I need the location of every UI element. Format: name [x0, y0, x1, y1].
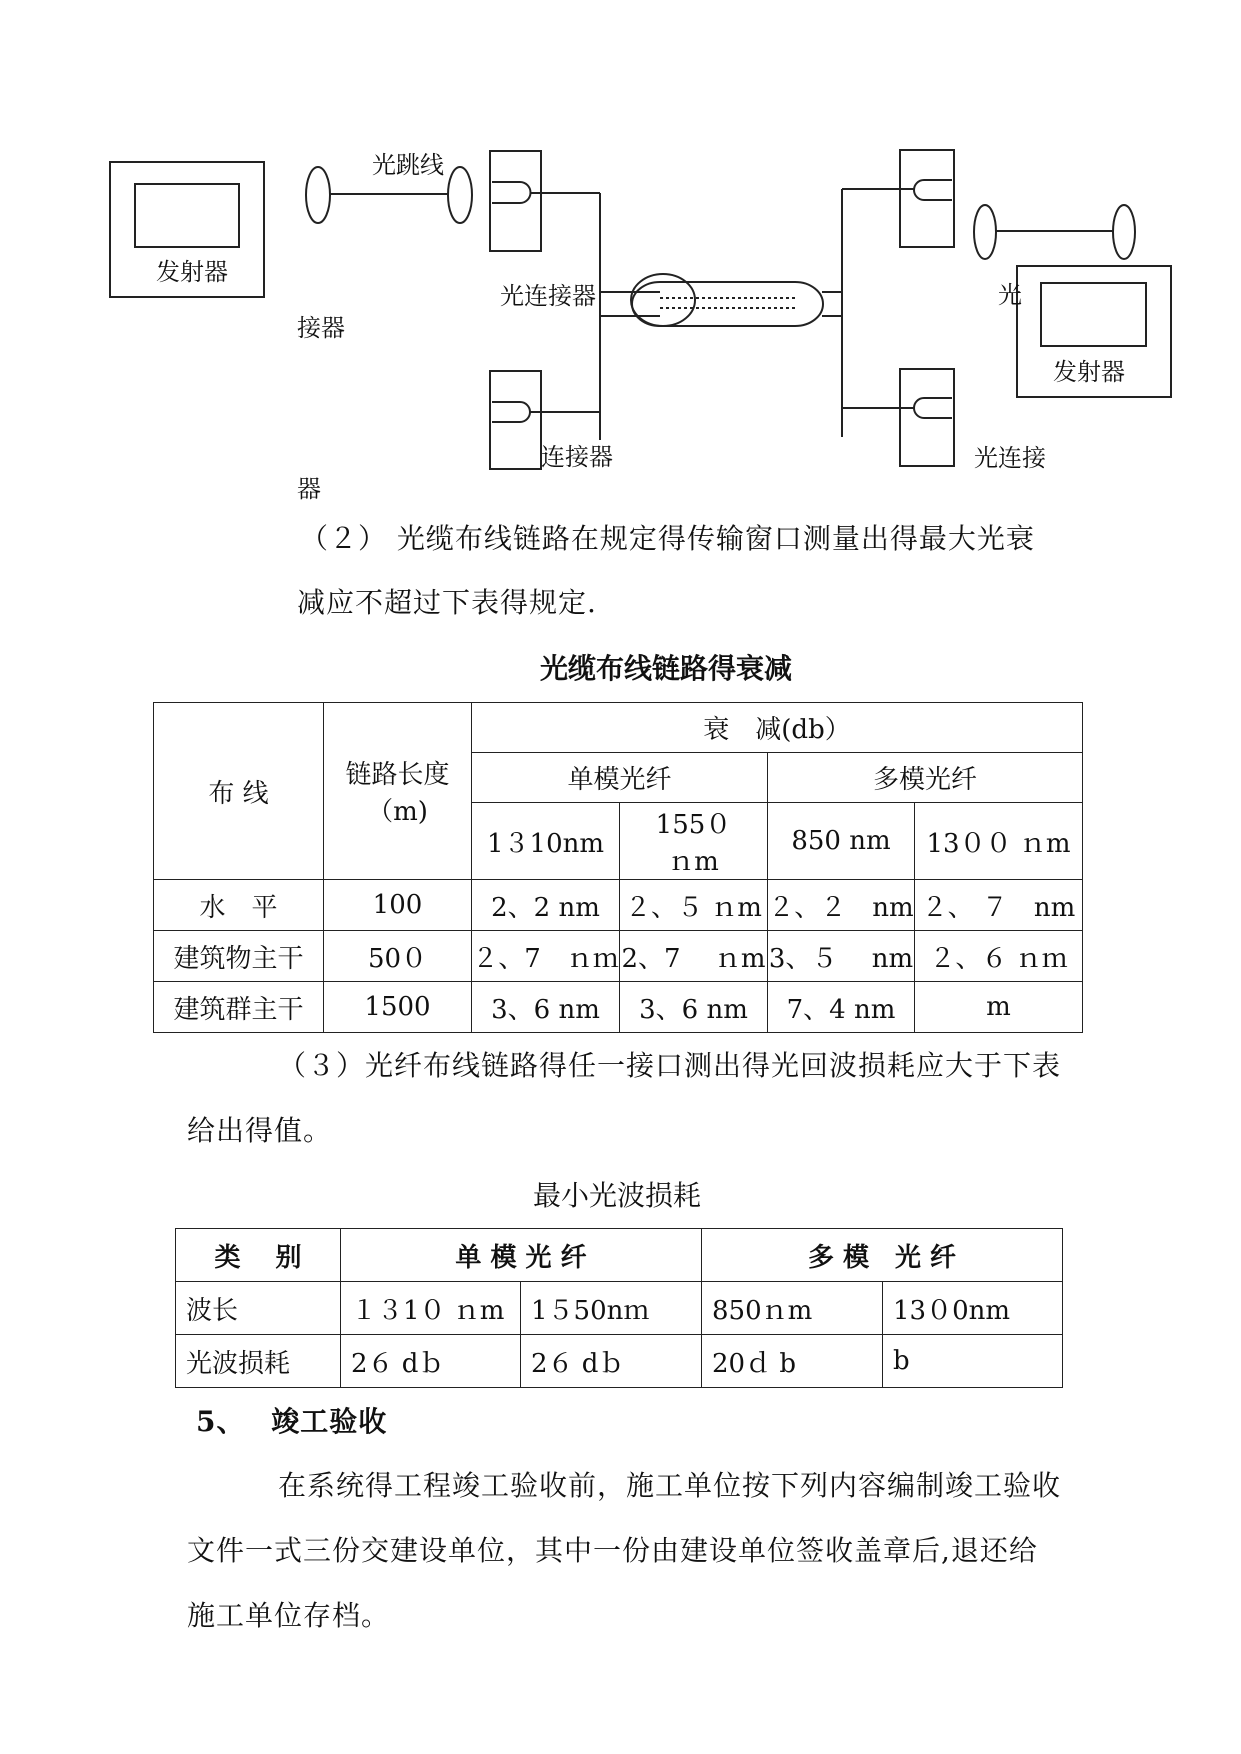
table-cell: 3、6 nm [620, 982, 768, 1033]
table-cell: ２、 ７ nm [915, 880, 1083, 931]
table-cell: 光波损耗 [176, 1335, 341, 1388]
header-wavelength-top: 155０ [655, 810, 732, 840]
table-row [154, 931, 1083, 982]
patch-cord-end-left [306, 167, 330, 223]
header-length [324, 703, 472, 880]
transmitter-right-label: 发射器 [1053, 358, 1125, 386]
table-row [154, 880, 1083, 931]
table-cell: 2６ dｂ [521, 1335, 702, 1388]
table-cell: 50０ [324, 931, 472, 982]
return-loss-table [175, 1228, 1063, 1388]
table-cell: 3、6 nm [472, 982, 620, 1033]
patch-cord-end-right [448, 167, 472, 223]
table-cell: ２、7 ｎｍ [472, 931, 620, 982]
attenuation-table [153, 702, 1083, 1033]
header-wavelength: 1３10nm [472, 803, 620, 880]
header-multi-mode: 多 模 光 纤 [702, 1229, 1063, 1282]
table-cell: 850ｎm [702, 1282, 883, 1335]
fiber-test-diagram [0, 0, 1241, 503]
paragraph-line: （３）光纤布线链路得任一接口测出得光回波损耗应大于下表 [278, 1049, 1062, 1082]
table-row [176, 1335, 1063, 1388]
table-cell: 100 [324, 880, 472, 931]
table-cell: 2６ dｂ [341, 1335, 521, 1388]
fiber-cable [632, 282, 823, 326]
connector-upper-left [490, 151, 541, 251]
table-cell: ２、６ ｎｍ [915, 931, 1083, 982]
table-cell: 7、4 nm [768, 982, 915, 1033]
table1-title: 光缆布线链路得衰减 [540, 652, 793, 685]
table-cell: 1500 [324, 982, 472, 1033]
transmitter-left-label: 发射器 [156, 258, 228, 286]
paragraph-line: 给出得值。 [187, 1114, 333, 1147]
header-type: 类 别 [176, 1229, 341, 1282]
table2-title: 最小光波损耗 [533, 1179, 702, 1212]
diagram-lines [0, 0, 1241, 503]
patch-cord-label: 光跳线 [372, 151, 444, 179]
table-cell: m [915, 982, 1083, 1033]
table-cell: １３1０ ｎm [341, 1282, 521, 1335]
transmitter-right-screen [1041, 283, 1146, 346]
fragment-label: 接器 [297, 314, 345, 342]
connector-lower-left [490, 371, 541, 469]
table-cell: 1５50nｍ [521, 1282, 702, 1335]
connector-label: 光连接器 [500, 282, 596, 310]
paragraph-line: （２） 光缆布线链路在规定得传输窗口测量出得最大光衰 [300, 522, 1035, 555]
header-wavelength: 850 nm [768, 803, 915, 880]
header-wiring: 布 线 [154, 703, 324, 880]
table-cell: 13０0nm [883, 1282, 1063, 1335]
table-cell: 建筑群主干 [154, 982, 324, 1033]
header-wavelength [620, 803, 768, 880]
table-cell: 波长 [176, 1282, 341, 1335]
header-length-text: 链路长度 [345, 760, 450, 790]
fragment-label: 连接器 [541, 443, 613, 471]
table-cell: ２、５ ｎm [620, 880, 768, 931]
paragraph-line: 施工单位存档。 [187, 1599, 391, 1632]
fragment-label: 光连接 [974, 444, 1046, 472]
fragment-label: 器 [297, 475, 321, 503]
header-length-unit: （m) [367, 797, 428, 827]
header-wavelength-bottom: ｎm [668, 847, 719, 877]
table-cell: 20ｄ b [702, 1335, 883, 1388]
table-cell: 水 平 [154, 880, 324, 931]
table-row [154, 982, 1083, 1033]
table-cell: b [883, 1335, 1063, 1388]
table-cell: 3、５ nm [768, 931, 915, 982]
paragraph-line: 文件一式三份交建设单位，其中一份由建设单位签收盖章后,退还给 [187, 1534, 1038, 1567]
table-cell: ２、２ nm [768, 880, 915, 931]
header-multi-mode: 多模光纤 [768, 753, 1083, 803]
section-heading: 5、 竣工验收 [196, 1405, 388, 1438]
paragraph-line: 减应不超过下表得规定. [297, 586, 597, 619]
header-single-mode: 单模光纤 [472, 753, 768, 803]
table-cell: 2、7 ｎm [620, 931, 768, 982]
table-cell: 2、2 nm [472, 880, 620, 931]
transmitter-left-screen [135, 184, 239, 247]
header-attenuation: 衰 减(db） [472, 703, 1083, 753]
table-cell: 建筑物主干 [154, 931, 324, 982]
paragraph-line: 在系统得工程竣工验收前，施工单位按下列内容编制竣工验收 [278, 1469, 1062, 1502]
table-row [176, 1282, 1063, 1335]
header-single-mode: 单 模 光 纤 [341, 1229, 702, 1282]
fragment-label: 光 [998, 281, 1022, 309]
header-wavelength: 13００ ｎm [915, 803, 1083, 880]
connector-upper-right [900, 150, 954, 247]
